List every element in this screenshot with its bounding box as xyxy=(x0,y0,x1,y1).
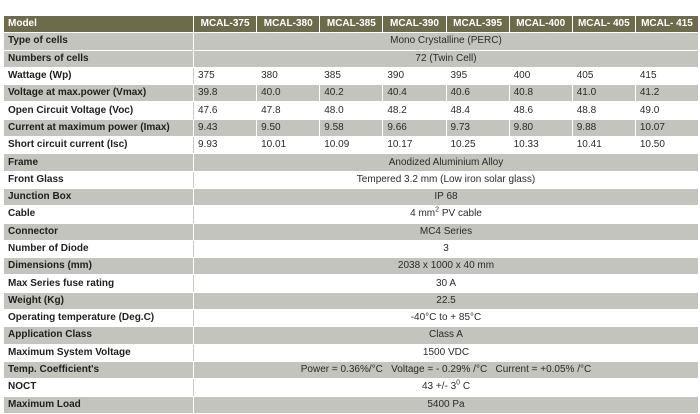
row-label: Weight (Kg) xyxy=(4,292,194,309)
cable-size-exponent: 2 xyxy=(435,207,440,215)
row-cell: 405 xyxy=(572,67,635,84)
table-row xyxy=(4,137,699,154)
table-row xyxy=(4,67,699,84)
table-row xyxy=(4,258,699,275)
row-cell: 385 xyxy=(320,67,383,84)
row-value: Anodized Aluminium Alloy xyxy=(194,154,699,171)
row-cell: 40.8 xyxy=(509,85,572,102)
row-cell: 375 xyxy=(194,67,257,84)
table-row xyxy=(4,361,699,378)
row-label: Voltage at max.power (Vmax) xyxy=(4,85,194,102)
row-label: Short circuit current (Isc) xyxy=(4,137,194,154)
row-cell: 48.2 xyxy=(383,102,446,119)
table-row xyxy=(4,33,699,50)
row-cell: 10.07 xyxy=(635,119,698,136)
row-cell: 9.43 xyxy=(194,119,257,136)
noct-value: 43 +/- 3 xyxy=(421,381,457,393)
row-value: Tempered 3.2 mm (Low iron solar glass) xyxy=(194,171,699,188)
row-label: Frame xyxy=(4,154,194,171)
row-label: Open Circuit Voltage (Voc) xyxy=(4,102,194,119)
row-value: Mono Crystalline (PERC) xyxy=(194,33,699,50)
row-label: Operating temperature (Deg.C) xyxy=(4,310,194,327)
row-cell: 49.0 xyxy=(635,102,698,119)
row-label: Junction Box xyxy=(4,188,194,205)
row-cell: 10.01 xyxy=(257,137,320,154)
table-row xyxy=(4,275,699,292)
row-cell: 390 xyxy=(383,67,446,84)
row-cell: 380 xyxy=(257,67,320,84)
row-cell: 40.2 xyxy=(320,85,383,102)
row-cell: 40.6 xyxy=(446,85,509,102)
specifications-table xyxy=(3,15,699,414)
header-row xyxy=(4,16,699,33)
row-label: Cable xyxy=(4,206,194,223)
row-cell: 415 xyxy=(635,67,698,84)
row-value: Class A xyxy=(194,327,699,344)
row-label: Number of Diode xyxy=(4,240,194,257)
row-cell: 10.33 xyxy=(509,137,572,154)
table-row xyxy=(4,396,699,413)
row-cell: 395 xyxy=(446,67,509,84)
row-label: Application Class xyxy=(4,327,194,344)
row-value: 30 A xyxy=(194,275,699,292)
row-label: Dimensions (mm) xyxy=(4,258,194,275)
header-model-8: MCAL- 415 xyxy=(635,16,698,33)
row-label: Max Series fuse rating xyxy=(4,275,194,292)
row-value: 2038 x 1000 x 40 mm xyxy=(194,258,699,275)
row-cell: 48.4 xyxy=(446,102,509,119)
row-label: Numbers of cells xyxy=(4,50,194,67)
row-value xyxy=(194,206,699,223)
row-label: Wattage (Wp) xyxy=(4,67,194,84)
cable-size: 4 mm xyxy=(410,208,436,220)
row-value: 22.5 xyxy=(194,292,699,309)
row-cell: 48.0 xyxy=(320,102,383,119)
table-row xyxy=(4,171,699,188)
row-cell: 9.73 xyxy=(446,119,509,136)
cable-type: PV cable xyxy=(439,208,482,220)
row-cell: 9.88 xyxy=(572,119,635,136)
row-cell: 10.17 xyxy=(383,137,446,154)
table-row xyxy=(4,327,699,344)
row-cell: 40.4 xyxy=(383,85,446,102)
row-label: Connector xyxy=(4,223,194,240)
row-value: 3 xyxy=(194,240,699,257)
row-cell: 10.25 xyxy=(446,137,509,154)
header-model-label: Model xyxy=(4,16,194,33)
table-row xyxy=(4,154,699,171)
table-row xyxy=(4,310,699,327)
row-value: Power = 0.36%/°C Voltage = - 0.29% /°C Current = +0.05% /°C xyxy=(194,361,699,378)
row-value: 72 (Twin Cell) xyxy=(194,50,699,67)
table-row xyxy=(4,240,699,257)
header-model-6: MCAL-400 xyxy=(509,16,572,33)
header-model-3: MCAL-385 xyxy=(320,16,383,33)
noct-unit: C xyxy=(460,381,471,393)
row-cell: 400 xyxy=(509,67,572,84)
noct-degree: 0 xyxy=(456,380,461,388)
row-value: MC4 Series xyxy=(194,223,699,240)
row-label: Front Glass xyxy=(4,171,194,188)
table-row xyxy=(4,102,699,119)
row-cell: 48.6 xyxy=(509,102,572,119)
row-cell: 39.8 xyxy=(194,85,257,102)
row-cell: 9.66 xyxy=(383,119,446,136)
table-row xyxy=(4,206,699,223)
row-value xyxy=(194,379,699,396)
row-cell: 9.80 xyxy=(509,119,572,136)
table-row xyxy=(4,379,699,396)
row-value: IP 68 xyxy=(194,188,699,205)
row-label: Maximum System Voltage xyxy=(4,344,194,361)
row-cell: 10.41 xyxy=(572,137,635,154)
row-cell: 9.50 xyxy=(257,119,320,136)
row-label: Maximum Load xyxy=(4,396,194,413)
row-cell: 9.58 xyxy=(320,119,383,136)
table-row xyxy=(4,50,699,67)
header-model-5: MCAL-395 xyxy=(446,16,509,33)
row-cell: 47.6 xyxy=(194,102,257,119)
table-row xyxy=(4,119,699,136)
row-value: 1500 VDC xyxy=(194,344,699,361)
row-cell: 48.8 xyxy=(572,102,635,119)
row-value: 5400 Pa xyxy=(194,396,699,413)
row-cell: 40.0 xyxy=(257,85,320,102)
row-cell: 10.09 xyxy=(320,137,383,154)
row-label: NOCT xyxy=(4,379,194,396)
row-cell: 10.50 xyxy=(635,137,698,154)
table-row xyxy=(4,292,699,309)
table-row xyxy=(4,188,699,205)
header-model-4: MCAL-390 xyxy=(383,16,446,33)
table-row xyxy=(4,223,699,240)
header-model-7: MCAL- 405 xyxy=(572,16,635,33)
row-label: Current at maximum power (Imax) xyxy=(4,119,194,136)
row-cell: 41.2 xyxy=(635,85,698,102)
row-label: Type of cells xyxy=(4,33,194,50)
table-row xyxy=(4,344,699,361)
row-label: Temp. Coefficient's xyxy=(4,361,194,378)
table-row xyxy=(4,85,699,102)
row-cell: 47.8 xyxy=(257,102,320,119)
row-cell: 9.93 xyxy=(194,137,257,154)
row-cell: 41.0 xyxy=(572,85,635,102)
header-model-2: MCAL-380 xyxy=(257,16,320,33)
header-model-1: MCAL-375 xyxy=(194,16,257,33)
row-value: -40°C to + 85°C xyxy=(194,310,699,327)
